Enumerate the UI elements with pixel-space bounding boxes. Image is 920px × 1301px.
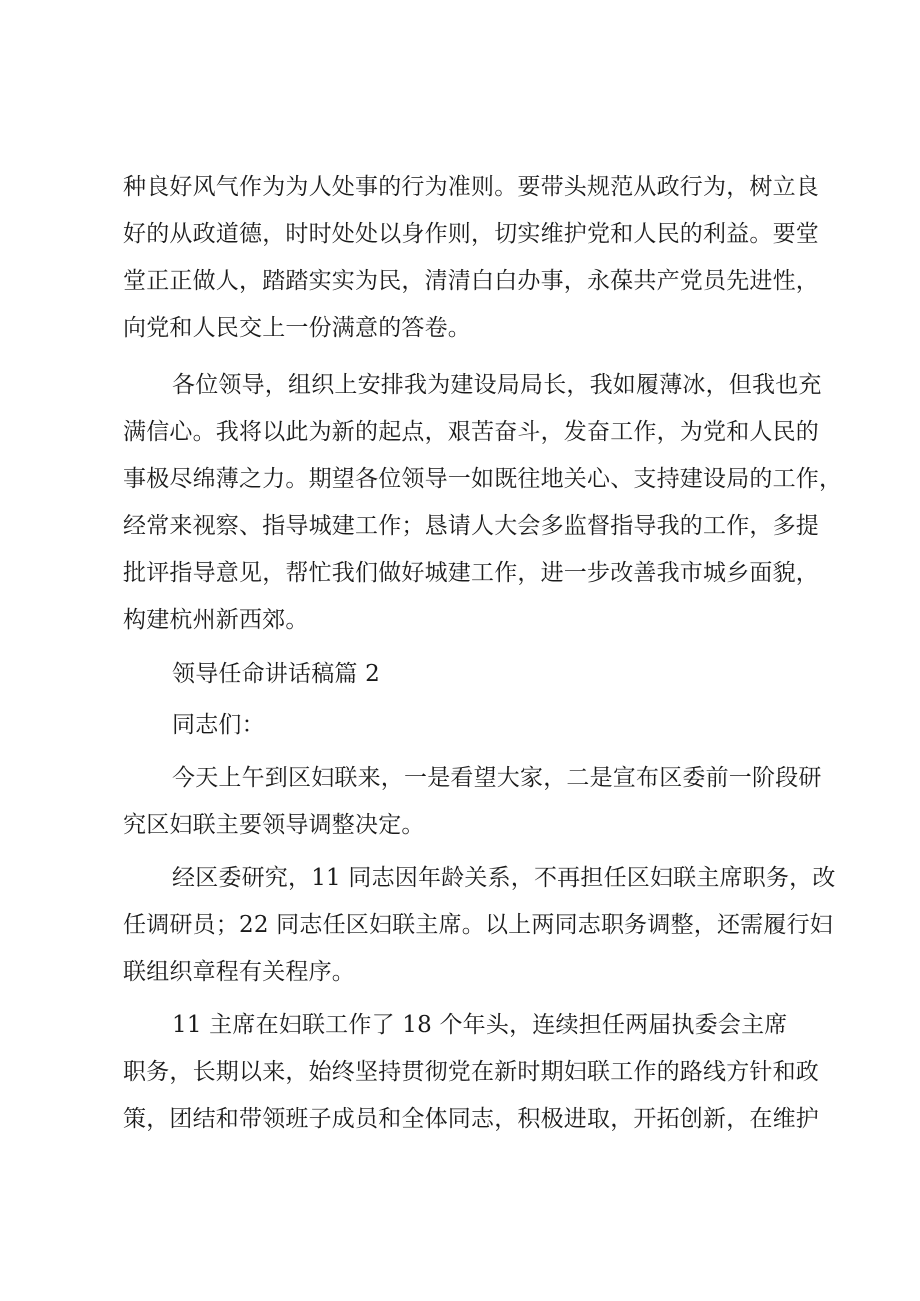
body-line: 构建杭州新西郊。 bbox=[123, 607, 309, 633]
paragraph-start-line: 各位领导，组织上安排我为建设局局长，我如履薄冰，但我也充 bbox=[172, 372, 822, 398]
body-line: 职务，长期以来，始终坚持贯彻党在新时期妇联工作的路线方针和政 bbox=[123, 1059, 819, 1085]
body-line: 究区妇联主要领导调整决定。 bbox=[123, 812, 425, 838]
paragraph-start-line: 今天上午到区妇联来，一是看望大家，二是宣布区委前一阶段研 bbox=[172, 765, 822, 791]
body-line: 堂正正做人，踏踏实实为民，清清白白办事，永葆共产党员先进性， bbox=[123, 268, 819, 294]
body-line: 任调研员；22 同志任区妇联主席。以上两同志职务调整，还需履行妇 bbox=[123, 912, 833, 938]
body-line: 好的从政道德，时时处处以身作则，切实维护党和人民的利益。要堂 bbox=[123, 221, 819, 247]
body-line: 向党和人民交上一份满意的答卷。 bbox=[123, 315, 471, 341]
body-line: 事极尽绵薄之力。期望各位领导一如既往地关心、支持建设局的工作， bbox=[123, 466, 843, 492]
body-line: 联组织章程有关程序。 bbox=[123, 959, 355, 985]
paragraph-start-line: 经区委研究，11 同志因年龄关系，不再担任区妇联主席职务，改 bbox=[172, 865, 836, 891]
salutation: 同志们： bbox=[172, 712, 265, 738]
paragraph-start-line: 11 主席在妇联工作了 18 个年头，连续担任两届执委会主席 bbox=[172, 1012, 788, 1038]
body-line: 满信心。我将以此为新的起点，艰苦奋斗，发奋工作，为党和人民的 bbox=[123, 419, 819, 445]
body-line: 种良好风气作为为人处事的行为准则。要带头规范从政行为，树立良 bbox=[123, 174, 819, 200]
body-line: 策，团结和带领班子成员和全体同志，积极进取，开拓创新，在维护 bbox=[123, 1106, 819, 1132]
body-line: 批评指导意见，帮忙我们做好城建工作，进一步改善我市城乡面貌， bbox=[123, 560, 819, 586]
section-heading: 领导任命讲话稿篇 2 bbox=[172, 661, 380, 687]
body-line: 经常来视察、指导城建工作；恳请人大会多监督指导我的工作，多提 bbox=[123, 513, 819, 539]
